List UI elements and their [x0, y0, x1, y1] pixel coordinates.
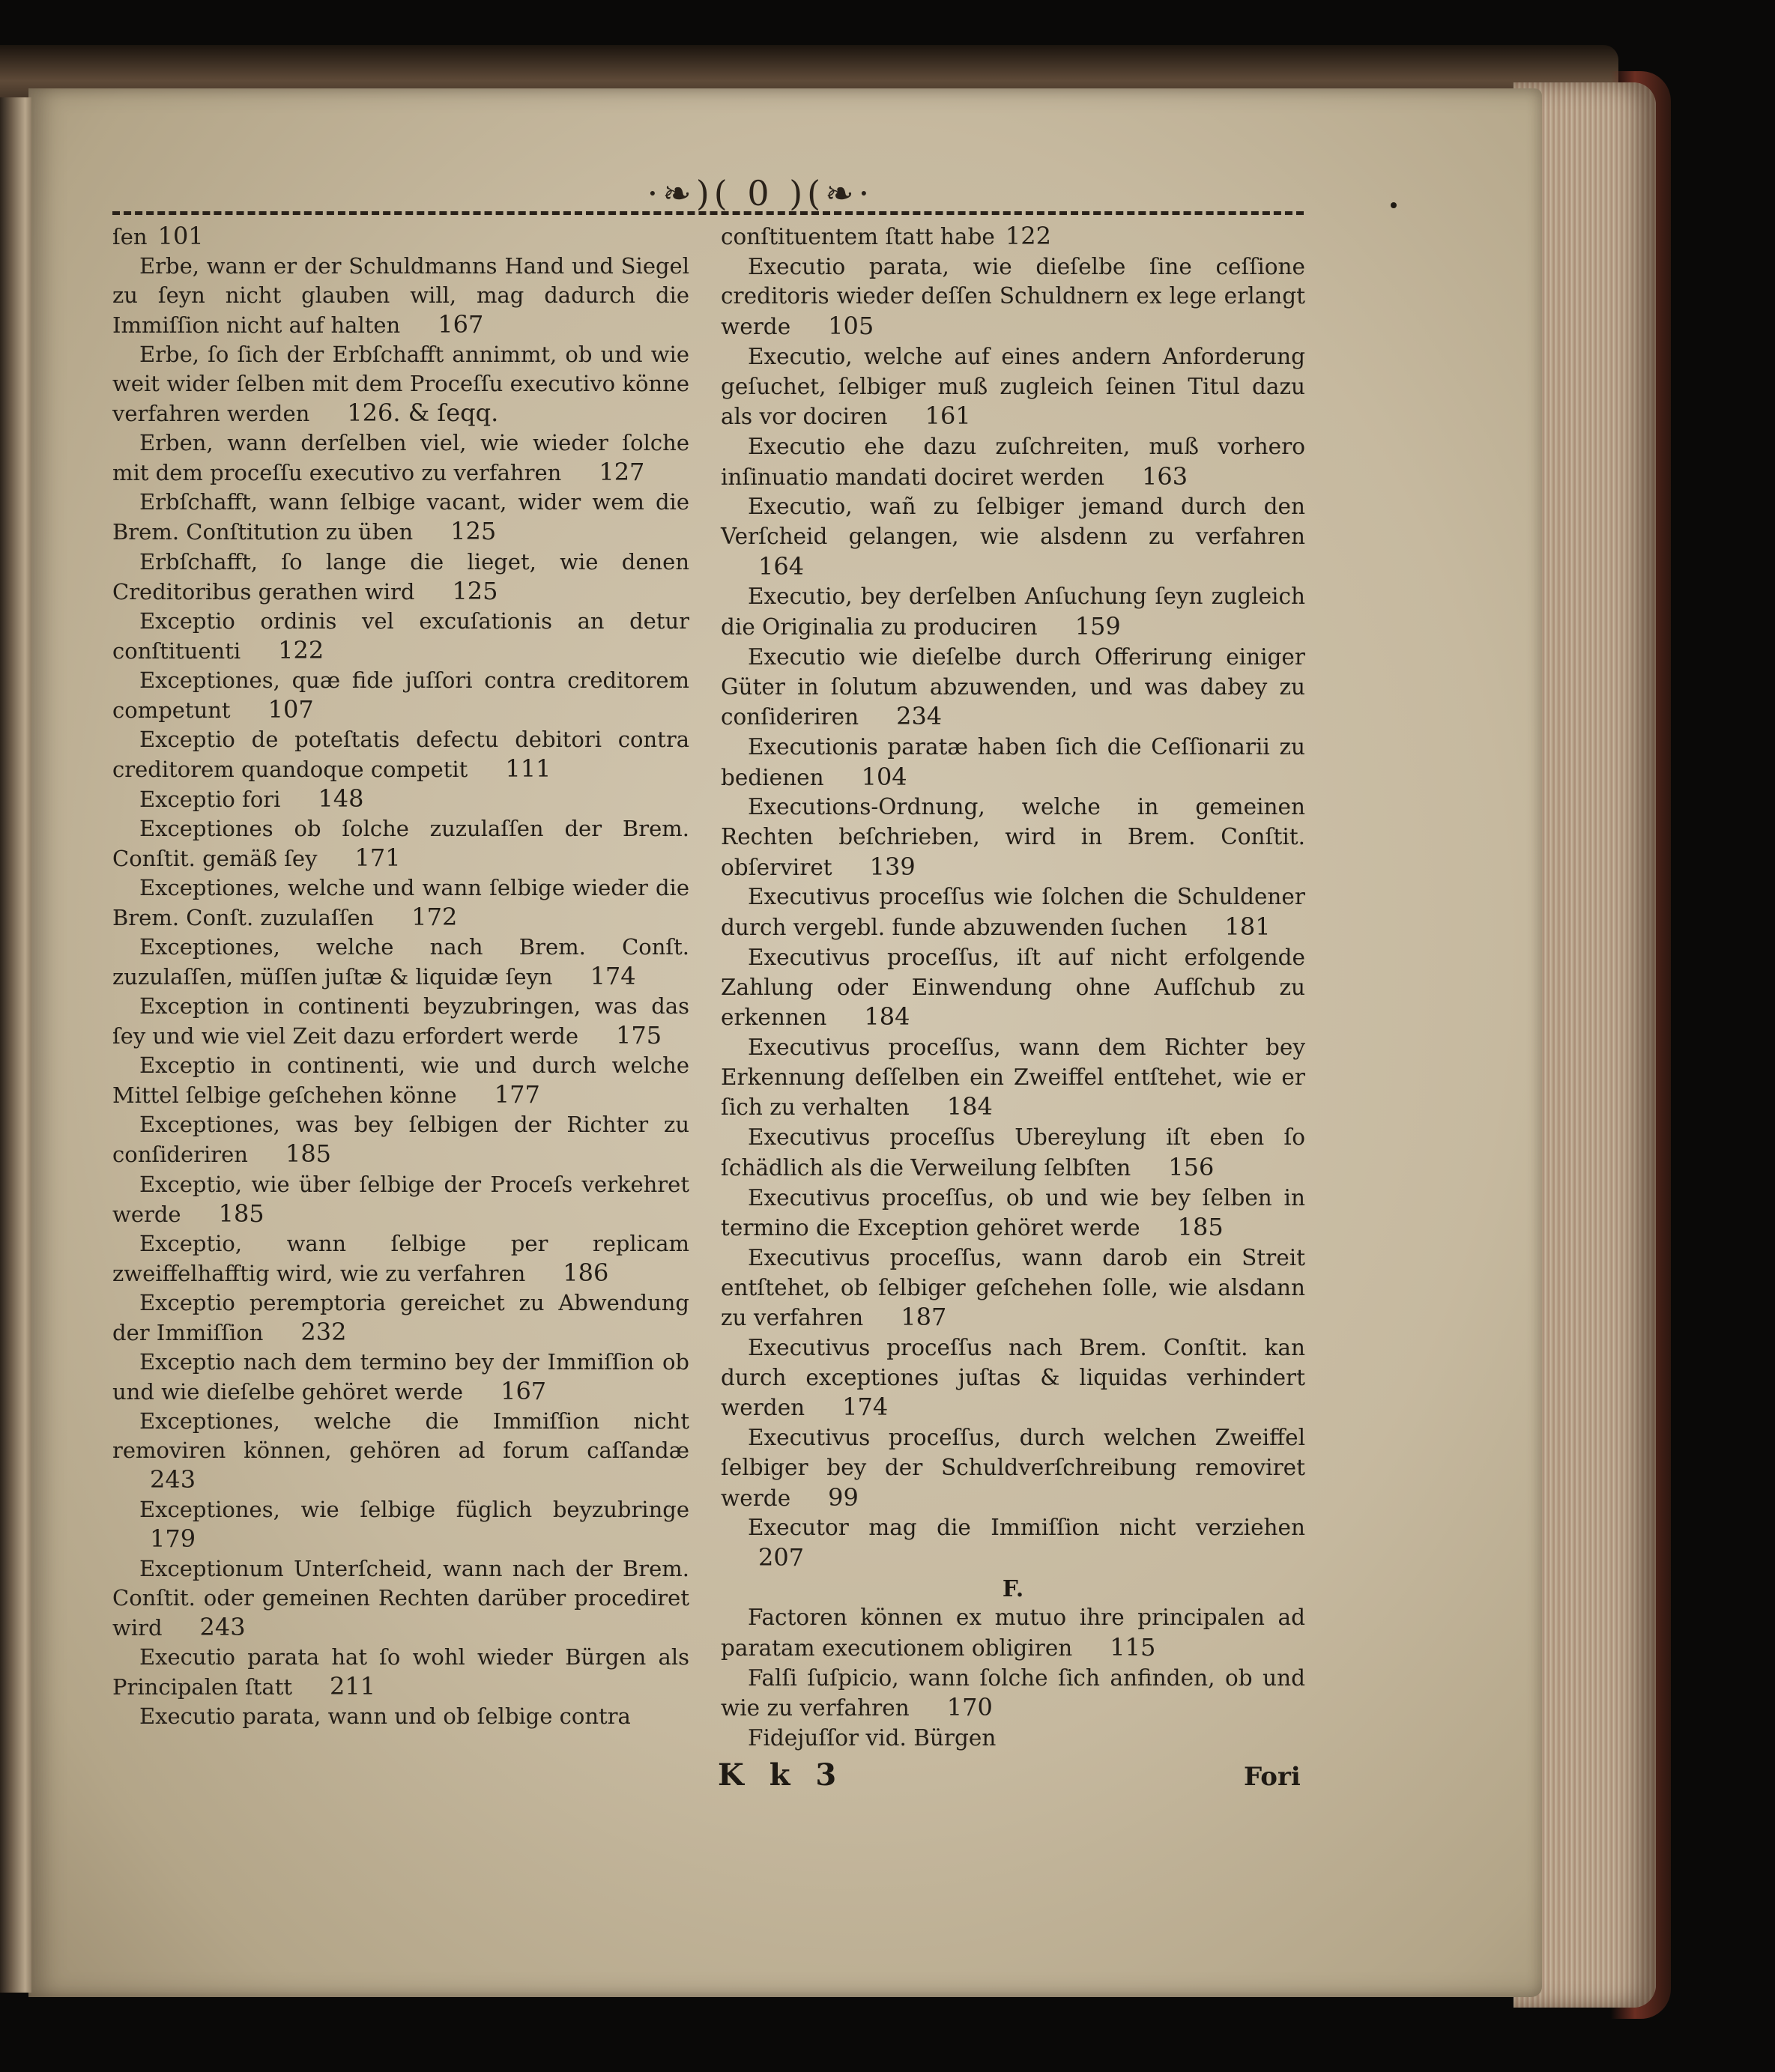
index-entry: [112, 1170, 689, 1229]
page-header: [112, 171, 1304, 216]
page-reference: 101: [157, 222, 204, 250]
entry-text: Executivus proceſſus nach Brem. Conſtit. kan durch exceptiones juſtas & liquidas verhindert werden: [721, 1335, 1305, 1421]
index-entry: [721, 1033, 1305, 1123]
page-reference: 111: [505, 754, 551, 783]
page-reference: 232: [300, 1317, 347, 1346]
entry-text: Executions-Ordnung, welche in gemeinen Rechten beſchrieben, wird in Brem. Conſtit. obſerviret: [721, 794, 1305, 880]
entry-text: Exceptiones, was bey ſelbigen der Richter zu conſideriren: [112, 1112, 689, 1168]
entry-text: Executio, welche auf eines andern Anforderung geſuchet, ſelbiger muß zugleich ſeinen Titul dazu als vor dociren: [721, 343, 1305, 430]
page-reference: 115: [1110, 1633, 1156, 1662]
index-entry: [721, 432, 1305, 492]
page-reference: 171: [354, 843, 401, 872]
page-reference: 207: [758, 1542, 805, 1572]
index-entry: [112, 488, 689, 547]
page-reference: 167: [438, 310, 484, 339]
index-entry: [112, 607, 689, 666]
index-entry: [721, 643, 1305, 733]
entry-text: Exceptiones, wie ſelbige füglich beyzubringe: [139, 1497, 689, 1523]
page-reference: 185: [1177, 1213, 1224, 1242]
page-reference: 184: [946, 1092, 993, 1121]
page-reference: 125: [450, 517, 497, 546]
index-entry: [112, 725, 689, 784]
page-reference: 161: [925, 402, 971, 431]
index-entry: [721, 252, 1305, 342]
entry-text: Executio parata hat ſo wohl wieder Bürgen als Principalen ſtatt: [112, 1644, 689, 1700]
index-entry: [721, 1333, 1305, 1423]
entry-text: Exceptiones ob ſolche zuzulaſſen der Brem. Conſtit. gemäß ſey: [112, 815, 689, 871]
entry-text: Exceptio de poteſtatis defectu debitori contra creditorem quandoque competit: [112, 726, 689, 782]
page-reference: 172: [411, 903, 458, 932]
entry-text: Exceptio nach dem termino bey der Immiſſion ob und wie dieſelbe gehöret werde: [112, 1348, 689, 1405]
entry-text: Executivus proceſſus, wann dem Richter bey Erkennung deſſelben ein Zweiffel entſtehet, wie er ſich zu verhalten: [721, 1034, 1305, 1121]
index-entry: [721, 1423, 1305, 1513]
index-entry: [112, 1229, 689, 1288]
index-entry: [721, 1603, 1305, 1663]
index-column-right: [721, 222, 1305, 1754]
index-entry: [112, 814, 689, 873]
index-entry: [721, 1724, 1305, 1754]
entry-text: Exceptio ordinis vel excuſationis an detur conſtituenti: [112, 608, 689, 664]
index-entry: [721, 492, 1305, 582]
header-rule: [112, 211, 1304, 215]
entry-text: ſen: [112, 224, 148, 249]
entry-text: Exceptiones, welche nach Brem. Conſt. zuzulaſſen, müſſen juſtæ & liquidæ ſeyn: [112, 934, 689, 990]
page-reference: 167: [501, 1376, 547, 1405]
index-column-left: [112, 222, 689, 1731]
entry-text: Exceptio in continenti, wie und durch welche Mittel ſelbige geſchehen könne: [112, 1052, 689, 1109]
entry-text: Executio, bey derſelben Anſuchung ſeyn zugleich die Originalia zu produciren: [721, 584, 1305, 640]
page-reference: 177: [494, 1080, 540, 1109]
catchword: Fori: [1244, 1762, 1301, 1792]
entry-text: Exceptiones, quæ fide juſſori contra creditorem competunt: [112, 667, 689, 723]
index-entry: [112, 1554, 689, 1643]
entry-text: Exceptio, wann ſelbige per replicam zweiffelhafftig wird, wie zu verfahren: [112, 1230, 689, 1286]
index-entry: [112, 992, 689, 1051]
entry-text: Erben, wann derſelben viel, wie wieder ſolche mit dem proceſſu executivo zu verfahren: [112, 430, 689, 486]
entry-text: Falſi ſuſpicio, wann ſolche ſich anfinden, ob und wie zu verfahren: [721, 1664, 1305, 1721]
entry-text: Executivus proceſſus, wann darob ein Streit entſtehet, ob ſelbiger geſchehen ſolle, wie alsdann zu verfahren: [721, 1244, 1305, 1331]
index-entry: [112, 1702, 689, 1731]
index-entry: [721, 882, 1305, 942]
index-entry: [112, 428, 689, 488]
entry-text: Factoren können ex mutuo ihre principalen ad paratam executionem obligiren: [721, 1605, 1305, 1661]
index-entry: [721, 1184, 1305, 1243]
index-entry: [112, 252, 689, 340]
index-entry: [721, 342, 1305, 432]
signature-mark: K k 3: [718, 1757, 844, 1793]
page-reference: 211: [330, 1672, 376, 1701]
page-reference: 148: [318, 784, 364, 813]
page-reference: 159: [1074, 612, 1121, 641]
page-reference: 105: [828, 312, 874, 341]
page-reference: 181: [1224, 912, 1271, 942]
entry-text: Executivus proceſſus, iſt auf nicht erfolgende Zahlung oder Einwendung ohne Aufſchub zu erkennen: [721, 944, 1305, 1031]
page-reference: 164: [758, 551, 805, 581]
index-entry: [112, 1110, 689, 1169]
index-entry: [721, 1513, 1305, 1573]
entry-text: Exceptionum Unterſcheid, wann nach der Brem. Conſtit. oder gemeinen Rechten darüber procediret wird: [112, 1556, 689, 1641]
index-entry: [721, 222, 1305, 252]
entry-text: Exceptiones, welche und wann ſelbige wieder die Brem. Conſt. zuzulaſſen: [112, 875, 689, 931]
page-reference: 175: [616, 1021, 662, 1050]
page-reference: 186: [563, 1258, 609, 1287]
page-reference: 127: [599, 458, 645, 487]
page-reference: 184: [864, 1002, 910, 1032]
index-entry: [112, 1643, 689, 1702]
ink-dot: [1391, 202, 1397, 208]
entry-text: Executor mag die Immiſſion nicht verziehen: [748, 1515, 1305, 1541]
page-reference: 126. & ſeqq.: [347, 399, 499, 428]
index-entry: [721, 1664, 1305, 1724]
index-entry: [721, 943, 1305, 1033]
page-reference: 174: [590, 962, 636, 991]
entry-text: conſtituentem ſtatt habe: [721, 224, 995, 249]
entry-text: Executionis paratæ haben ſich die Ceſſionarii zu bedienen: [721, 733, 1305, 790]
index-entry: [112, 1348, 689, 1407]
index-entry: [112, 873, 689, 933]
page-reference: 243: [150, 1464, 196, 1494]
index-entry: [112, 340, 689, 428]
entry-text: Erbe, ſo ſich der Erbſchafft annimmt, ob und wie weit wider ſelben mit dem Proceſſu executivo könne verfahren werden: [112, 342, 689, 427]
page-reference: 125: [452, 576, 498, 605]
entry-text: Executivus proceſſus Ubereylung iſt eben ſo ſchädlich als die Verweilung ſelbſten: [721, 1124, 1305, 1181]
section-letter: F.: [1002, 1575, 1024, 1602]
entry-text: Executio wie dieſelbe durch Offerirung einiger Güter in ſolutum abzuwenden, und was dabey zu conſideriren: [721, 643, 1305, 730]
page-reference: 99: [828, 1482, 859, 1512]
index-entry: [112, 222, 689, 252]
index-entry: [112, 933, 689, 992]
page-number-ornament: ·❧)( 0 )(❧·: [647, 173, 874, 213]
entry-text: Exceptio fori: [139, 786, 281, 812]
entry-text: Executivus proceſſus wie ſolchen die Schuldener durch vergebl. funde abzuwenden ſuchen: [721, 884, 1305, 941]
page-reference: 179: [150, 1524, 196, 1554]
entry-text: Erbſchafft, ſo lange die lieget, wie denen Creditoribus gerathen wird: [112, 548, 689, 605]
index-entry: [112, 548, 689, 607]
entry-text: Executio, wañ zu ſelbiger jemand durch den Verſcheid gelangen, wie alsdenn zu verfahren: [721, 494, 1305, 550]
entry-text: Executivus proceſſus, durch welchen Zweiffel ſelbiger bey der Schuldverſchreibung removiret werde: [721, 1425, 1305, 1511]
page-reference: 185: [218, 1199, 264, 1228]
index-entry: [112, 1051, 689, 1110]
page-reference: 156: [1168, 1152, 1215, 1181]
page-reference: 139: [869, 852, 916, 881]
entry-text: Erbſchafft, wann ſelbige vacant, wider wem die Brem. Conſtitution zu üben: [112, 489, 689, 545]
page-reference: 170: [946, 1693, 993, 1722]
entry-text: Exceptio peremptoria gereichet zu Abwendung der Immiſſion: [112, 1289, 689, 1345]
index-entry: [112, 1495, 689, 1554]
index-entry: [112, 784, 689, 814]
page-reference: 122: [1005, 222, 1051, 250]
entry-text: Executio parata, wann und ob ſelbige contra: [139, 1703, 631, 1730]
entry-text: Exception in continenti beyzubringen, was das ſey und wie viel Zeit dazu erfordert werde: [112, 993, 689, 1049]
index-entry: [721, 1243, 1305, 1333]
index-entry: [112, 666, 689, 725]
page-reference: 107: [267, 694, 314, 724]
page-reference: 174: [842, 1393, 889, 1422]
page-reference: 163: [1142, 461, 1188, 491]
entry-text: Fidejuſſor vid. Bürgen: [748, 1725, 997, 1751]
page-reference: 234: [896, 702, 943, 731]
page-reference: 187: [901, 1303, 947, 1332]
entry-text: Erbe, wann er der Schuldmanns Hand und Siegel zu ſeyn nicht glauben will, mag dadurch die Immiſſion nicht auf halten: [112, 253, 689, 339]
index-entry: [721, 793, 1305, 882]
index-entry: [721, 733, 1305, 793]
entry-text: Executio ehe dazu zuſchreiten, muß vorhero inſinuatio mandati dociret werden: [721, 433, 1305, 490]
entry-text: Executio parata, wie dieſelbe ſine ceſſione creditoris wieder deſſen Schuldnern ex lege erlangt werde: [721, 253, 1305, 340]
page-reference: 122: [278, 635, 324, 664]
index-entry: [721, 1123, 1305, 1183]
entry-text: Exceptiones, welche die Immiſſion nicht removiren können, gehören ad forum caſſandæ: [112, 1408, 689, 1463]
entry-text: Exceptio, wie über ſelbige der Proceſs verkehret werde: [112, 1171, 689, 1227]
page-reference: 185: [285, 1139, 332, 1169]
index-entry: [721, 582, 1305, 642]
index-entry: [112, 1407, 689, 1495]
page-reference: 243: [199, 1613, 246, 1642]
page-reference: 104: [861, 762, 907, 791]
facing-page-edge: [0, 97, 31, 1993]
index-entry: [112, 1288, 689, 1348]
entry-text: Executivus proceſſus, ob und wie bey ſelben in termino die Exception gehöret werde: [721, 1184, 1305, 1241]
